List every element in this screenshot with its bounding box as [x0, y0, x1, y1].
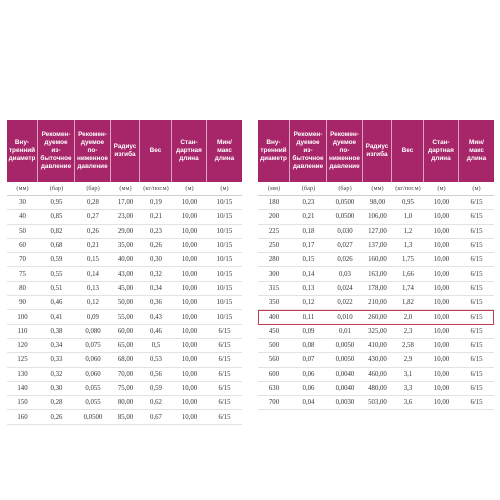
header-overpressure: Рекомен- дуемое из- быточное давление	[290, 120, 327, 182]
unit-cell: (м)	[185, 185, 194, 192]
header-weight: Вес	[140, 120, 172, 182]
table-cell: 6/15	[470, 284, 483, 292]
unit-cell: (бар)	[338, 185, 352, 192]
table-cell: 0,59	[150, 385, 162, 392]
header-underpressure: Рекомен- дуемое по- ниженное давление	[75, 120, 111, 182]
table-cell: 0,43	[150, 313, 162, 321]
table-cell: 0,15	[302, 256, 315, 264]
header-bend-radius: Радиус изгиба	[363, 120, 392, 182]
table-cell: 10/15	[216, 270, 233, 278]
table-cell: 500	[268, 342, 280, 350]
table-row	[7, 196, 242, 210]
table-cell: 0,026	[337, 256, 353, 264]
header-min-max-length: Мин/ макс длина	[214, 139, 235, 162]
header-overpressure: Рекомен- дуемое из- быточное давление	[38, 120, 75, 182]
table-row	[258, 368, 494, 382]
table-cell: 10,00	[181, 399, 198, 407]
table-cell: 6/15	[218, 413, 231, 421]
table-cell: 0,32	[150, 270, 162, 278]
table-cell: 90	[19, 299, 26, 307]
table-cell: 430,00	[368, 356, 387, 364]
table-cell: 10,00	[433, 313, 450, 321]
table-row	[7, 210, 242, 224]
table-cell: 0,18	[302, 227, 315, 235]
unit-cell: (мм)	[371, 185, 384, 192]
table-cell: 6/15	[218, 385, 231, 392]
table-cell: 70	[19, 256, 26, 264]
table-cell: 260,00	[368, 313, 387, 321]
table-cell: 10,00	[181, 313, 198, 321]
table-row	[258, 225, 494, 239]
table-cell: 150	[17, 399, 28, 407]
table-cell: 10/15	[216, 227, 233, 235]
table-cell: 0,0050	[335, 356, 355, 364]
table-cell: 6/15	[218, 356, 231, 364]
unit-cell: (м)	[437, 185, 446, 192]
table-cell: 40	[19, 213, 26, 221]
table-header	[7, 120, 242, 182]
table-cell: 0,30	[50, 385, 63, 392]
table-cell: 137,00	[368, 242, 387, 250]
table-row	[258, 353, 494, 367]
table-cell: 35,00	[117, 242, 134, 250]
header-min-max-length: Мин/ макс длина	[466, 139, 487, 162]
table-cell: 0,26	[87, 227, 99, 235]
header-bend-radius: Радиус изгиба	[111, 120, 140, 182]
table-cell: 0,024	[337, 284, 353, 292]
table-cell: 6/15	[470, 199, 483, 207]
table-cell: 6/15	[470, 327, 483, 335]
table-cell: 0,53	[150, 356, 162, 364]
unit-cell: (кг/пог.м)	[395, 185, 421, 192]
table-cell: 10,00	[181, 242, 198, 250]
table-cell: 0,055	[85, 385, 101, 392]
table-cell: 300	[268, 270, 280, 278]
table-cell: 0,36	[150, 299, 162, 307]
table-body	[7, 196, 242, 425]
table-cell: 85,00	[117, 413, 134, 421]
table-cell: 0,09	[302, 327, 315, 335]
table-cell: 0,060	[85, 370, 101, 378]
table-cell: 106,00	[368, 213, 387, 221]
table-row	[7, 325, 242, 339]
table-cell: 6/15	[470, 313, 483, 321]
table-cell: 3,3	[403, 385, 413, 392]
table-cell: 0,11	[302, 313, 315, 321]
table-row	[7, 396, 242, 410]
table-cell: 0,17	[302, 242, 315, 250]
table-cell: 10,00	[181, 327, 198, 335]
table-cell: 0,34	[150, 284, 162, 292]
table-cell: 0,21	[87, 242, 99, 250]
table-cell: 0,075	[85, 342, 101, 350]
table-row	[7, 239, 242, 253]
table-cell: 110	[17, 327, 28, 335]
table-cell: 0,0500	[335, 199, 355, 207]
table-cell: 0,21	[150, 213, 162, 221]
table-cell: 0,30	[150, 256, 162, 264]
unit-cell: (мм)	[267, 185, 281, 192]
table-cell: 0,14	[302, 270, 315, 278]
table-header	[258, 120, 494, 182]
table-row	[258, 325, 494, 339]
table-cell: 178,00	[368, 284, 387, 292]
table-cell: 10,00	[433, 213, 450, 221]
table-cell: 10,00	[433, 299, 450, 307]
table-cell: 6/15	[470, 385, 483, 392]
table-cell: 180	[268, 199, 280, 207]
table-cell: 2,3	[403, 327, 413, 335]
table-cell: 0,13	[302, 284, 315, 292]
table-row	[7, 225, 242, 239]
table-cell: 75,00	[117, 385, 134, 392]
table-cell: 1,2	[403, 227, 413, 235]
highlighted-table-row	[258, 310, 494, 324]
table-cell: 10,00	[181, 356, 198, 364]
table-cell: 630	[268, 385, 280, 392]
table-cell: 0,28	[50, 399, 63, 407]
table-row	[258, 196, 494, 210]
unit-cell: (м)	[472, 185, 481, 192]
unit-cell: (мм)	[119, 185, 132, 192]
table-cell: 50,00	[117, 299, 134, 307]
table-cell: 450	[268, 327, 280, 335]
table-cell: 0,23	[150, 227, 162, 235]
table-cell: 2,9	[403, 356, 413, 364]
table-cell: 0,85	[50, 213, 63, 221]
table-cell: 10,00	[433, 385, 450, 392]
table-row	[7, 253, 242, 267]
table-cell: 23,00	[117, 213, 134, 221]
table-cell: 6/15	[218, 342, 231, 350]
header-standard-length: Стан- дартная длина	[172, 120, 207, 182]
table-cell: 10,00	[433, 370, 450, 378]
units-row	[258, 182, 494, 196]
table-cell: 10,00	[181, 413, 198, 421]
table-cell: 0,26	[150, 242, 162, 250]
table-cell: 400	[268, 313, 280, 321]
table-cell: 0,06	[302, 370, 315, 378]
table-cell: 0,0500	[335, 213, 355, 221]
table-cell: 0,01	[339, 327, 351, 335]
table-row	[7, 296, 242, 310]
table-cell: 1,75	[402, 256, 414, 264]
table-cell: 10,00	[181, 385, 198, 392]
header-underpressure: Рекомен- дуемое по- ниженное давление	[327, 120, 363, 182]
table-cell: 0,95	[50, 199, 63, 207]
table-cell: 225	[268, 227, 280, 235]
table-cell: 160,00	[368, 256, 387, 264]
unit-cell: (бар)	[301, 185, 316, 192]
unit-cell: (кг/пог.м)	[143, 185, 169, 192]
table-cell: 700	[268, 399, 280, 407]
table-cell: 10,00	[433, 256, 450, 264]
table-cell: 460,00	[368, 370, 387, 378]
table-cell: 10,00	[433, 270, 450, 278]
table-cell: 2,0	[403, 313, 413, 321]
table-row	[258, 210, 494, 224]
table-cell: 0,06	[302, 385, 315, 392]
table-cell: 0,0500	[83, 413, 103, 421]
table-cell: 6/15	[470, 342, 483, 350]
table-cell: 10,00	[181, 370, 198, 378]
table-cell: 80,00	[117, 399, 134, 407]
table-row	[7, 368, 242, 382]
table-cell: 0,0030	[335, 399, 355, 407]
table-cell: 0,68	[50, 242, 63, 250]
table-cell: 280	[268, 256, 280, 264]
table-cell: 600	[268, 370, 280, 378]
table-row	[258, 267, 494, 281]
table-cell: 0,080	[85, 327, 101, 335]
table-cell: 0,19	[150, 199, 162, 207]
table-cell: 120	[17, 342, 28, 350]
table-cell: 0,055	[85, 399, 101, 407]
table-cell: 6/15	[218, 327, 231, 335]
units-row	[7, 182, 242, 196]
table-cell: 6/15	[470, 299, 483, 307]
unit-cell: (мм)	[16, 185, 29, 192]
table-cell: 0,21	[302, 213, 315, 221]
table-cell: 10/15	[216, 313, 233, 321]
table-cell: 75	[19, 270, 26, 278]
table-cell: 127,00	[368, 227, 387, 235]
table-cell: 350	[268, 299, 280, 307]
table-cell: 55,00	[117, 313, 134, 321]
header-weight: Вес	[392, 120, 424, 182]
table-cell: 0,41	[50, 313, 63, 321]
table-cell: 3,1	[403, 370, 413, 378]
unit-cell: (бар)	[49, 185, 64, 192]
table-cell: 325,00	[368, 327, 387, 335]
table-cell: 0,28	[87, 199, 99, 207]
table-cell: 10,00	[181, 199, 198, 207]
table-cell: 70,00	[117, 370, 134, 378]
table-row	[7, 310, 242, 324]
table-cell: 0,060	[85, 356, 101, 364]
table-cell: 315	[268, 284, 280, 292]
table-cell: 0,0040	[335, 370, 355, 378]
table-cell: 410,00	[368, 342, 387, 350]
table-cell: 0,56	[150, 370, 162, 378]
table-cell: 10,00	[433, 242, 450, 250]
table-cell: 65,00	[117, 342, 134, 350]
table-cell: 0,010	[337, 313, 353, 321]
table-cell: 40,00	[117, 256, 134, 264]
table-cell: 0,38	[50, 327, 63, 335]
table-row	[258, 296, 494, 310]
table-cell: 1,0	[403, 213, 413, 221]
table-cell: 560	[268, 356, 280, 364]
table-cell: 30	[19, 199, 26, 207]
table-cell: 1,74	[402, 284, 414, 292]
table-cell: 0,82	[50, 227, 63, 235]
header-inner-diameter: Вну- тренний диаметр	[258, 120, 290, 182]
table-cell: 10/15	[216, 213, 233, 221]
table-cell: 0,027	[337, 242, 353, 250]
table-cell: 10,00	[433, 399, 450, 407]
left-spec-table	[7, 120, 242, 425]
table-cell: 0,12	[302, 299, 315, 307]
table-cell: 0,12	[87, 299, 99, 307]
table-cell: 10/15	[216, 242, 233, 250]
table-cell: 10,00	[181, 213, 198, 221]
table-row	[258, 382, 494, 396]
table-row	[258, 239, 494, 253]
table-cell: 100	[17, 313, 28, 321]
table-cell: 0,03	[339, 270, 351, 278]
table-cell: 10,00	[181, 227, 198, 235]
table-cell: 10,00	[433, 342, 450, 350]
table-cell: 50	[19, 227, 26, 235]
table-cell: 0,14	[87, 270, 99, 278]
table-cell: 29,00	[117, 227, 134, 235]
table-cell: 0,15	[87, 256, 99, 264]
table-cell: 0,08	[302, 342, 315, 350]
table-cell: 2,58	[402, 342, 414, 350]
right-spec-table	[258, 120, 494, 410]
table-cell: 60	[19, 242, 26, 250]
table-cell: 0,34	[50, 342, 63, 350]
table-cell: 10,00	[181, 270, 198, 278]
table-cell: 6/15	[470, 270, 483, 278]
table-cell: 80	[19, 284, 26, 292]
table-cell: 68,00	[117, 356, 134, 364]
table-cell: 0,46	[50, 299, 63, 307]
table-row	[7, 267, 242, 281]
table-row	[7, 382, 242, 396]
unit-cell: (м)	[220, 185, 229, 192]
table-row	[258, 282, 494, 296]
table-row	[258, 253, 494, 267]
table-row	[7, 282, 242, 296]
table-cell: 160	[17, 413, 28, 421]
table-cell: 10,00	[433, 199, 450, 207]
table-cell: 60,00	[117, 327, 134, 335]
table-cell: 10,00	[181, 342, 198, 350]
table-cell: 10,00	[181, 284, 198, 292]
table-cell: 0,04	[302, 399, 315, 407]
table-cell: 200	[268, 213, 280, 221]
table-row	[7, 410, 242, 424]
table-cell: 0,55	[50, 270, 63, 278]
table-cell: 1,66	[402, 270, 414, 278]
table-cell: 6/15	[470, 227, 483, 235]
table-cell: 6/15	[470, 370, 483, 378]
table-cell: 0,62	[150, 399, 162, 407]
table-cell: 0,32	[50, 370, 63, 378]
table-cell: 125	[17, 356, 28, 364]
table-cell: 210,00	[368, 299, 387, 307]
table-cell: 6/15	[470, 356, 483, 364]
table-cell: 10,00	[433, 284, 450, 292]
table-cell: 0,59	[50, 256, 63, 264]
table-cell: 0,0050	[335, 342, 355, 350]
header-standard-length: Стан- дартная длина	[424, 120, 459, 182]
table-cell: 45,00	[117, 284, 134, 292]
table-cell: 140	[17, 385, 28, 392]
table-cell: 0,23	[302, 199, 315, 207]
table-cell: 130	[17, 370, 28, 378]
table-row	[7, 353, 242, 367]
table-cell: 0,33	[50, 356, 63, 364]
table-cell: 503,00	[368, 399, 387, 407]
table-cell: 98,00	[369, 199, 386, 207]
table-cell: 10,00	[433, 327, 450, 335]
header-inner-diameter: Вну- тренний диаметр	[7, 120, 38, 182]
table-cell: 6/15	[470, 213, 483, 221]
table-cell: 250	[268, 242, 280, 250]
table-body	[258, 196, 494, 410]
table-row	[258, 339, 494, 353]
table-cell: 0,0040	[335, 385, 355, 392]
unit-cell: (бар)	[86, 185, 100, 192]
table-row	[258, 396, 494, 410]
table-cell: 0,67	[150, 413, 162, 421]
table-cell: 10,00	[181, 256, 198, 264]
table-cell: 10/15	[216, 256, 233, 264]
table-cell: 1,82	[402, 299, 414, 307]
table-cell: 0,95	[402, 199, 414, 207]
table-cell: 1,3	[403, 242, 413, 250]
table-cell: 0,13	[87, 284, 99, 292]
table-cell: 10/15	[216, 199, 233, 207]
table-cell: 0,26	[50, 413, 63, 421]
table-cell: 163,00	[368, 270, 387, 278]
table-cell: 10/15	[216, 299, 233, 307]
table-cell: 0,51	[50, 284, 63, 292]
table-cell: 0,07	[302, 356, 315, 364]
table-cell: 0,030	[337, 227, 353, 235]
table-cell: 10,00	[433, 227, 450, 235]
table-cell: 10,00	[181, 299, 198, 307]
table-cell: 0,46	[150, 327, 162, 335]
table-cell: 0,022	[337, 299, 353, 307]
table-cell: 6/15	[470, 399, 483, 407]
table-row	[7, 339, 242, 353]
table-cell: 0,5	[151, 342, 161, 350]
table-cell: 17,00	[117, 199, 134, 207]
table-cell: 6/15	[218, 399, 231, 407]
table-cell: 3,6	[403, 399, 413, 407]
table-cell: 6/15	[470, 256, 483, 264]
table-cell: 6/15	[218, 370, 231, 378]
table-cell: 10/15	[216, 284, 233, 292]
table-cell: 0,27	[87, 213, 99, 221]
table-cell: 43,00	[117, 270, 134, 278]
table-cell: 0,09	[87, 313, 99, 321]
table-cell: 10,00	[433, 356, 450, 364]
table-cell: 480,00	[368, 385, 387, 392]
table-cell: 6/15	[470, 242, 483, 250]
